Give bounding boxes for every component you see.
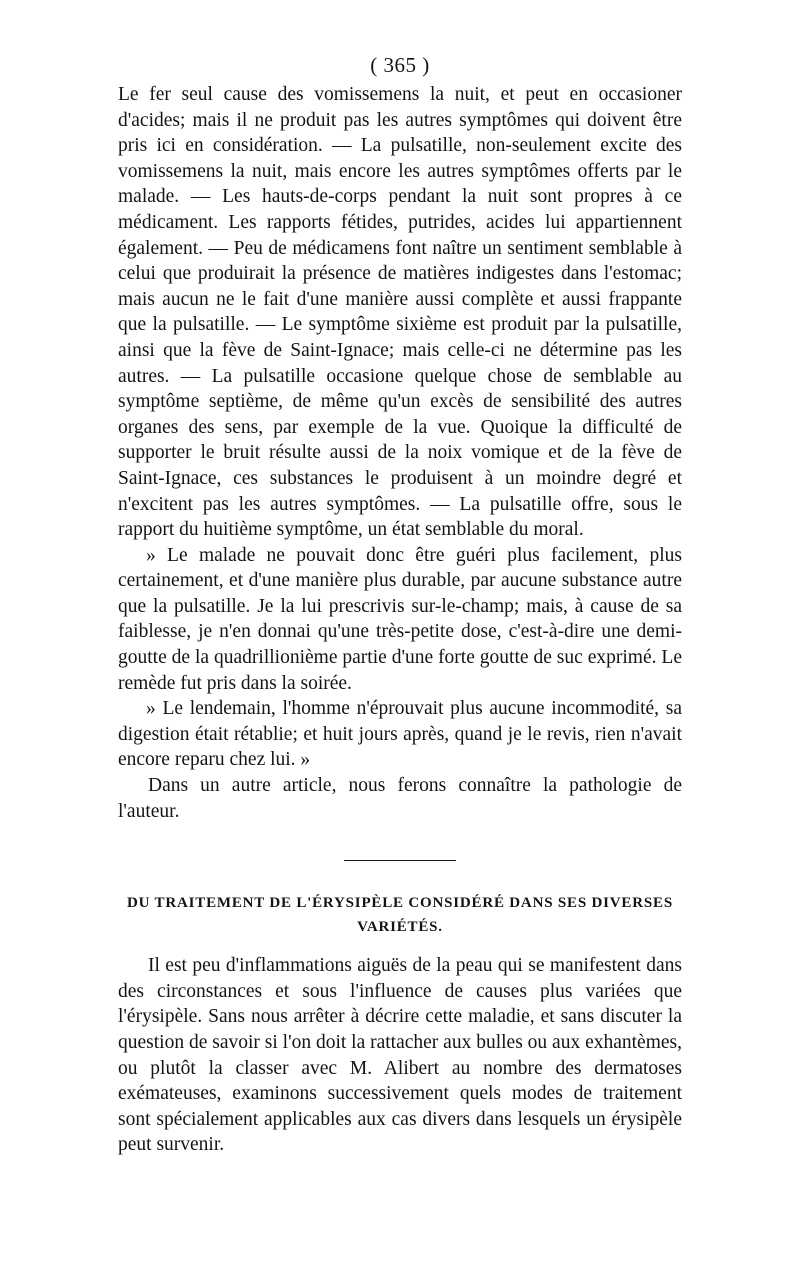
page-number: ( 365 ) [370, 53, 430, 77]
document-page [118, 52, 682, 1158]
paragraph-outcome: » Le lendemain, l'homme n'éprouvait plus aucune incommodité, sa digestion était rétablie; et huit jours après, quand je le revis, rien n'avait encore reparu chez lui. » [118, 698, 682, 771]
section-paragraph: Il est peu d'inflammations aiguës de la peau qui se manifestent dans des circonstances et sous l'influence de causes plus variées que l'érysipèle. Sans nous arrêter à décrire cette maladie, et sans discuter la question de savoir si l'on doit la rattacher aux bulles ou aux exhantèmes, ou plutôt la classer avec M. Alibert au nombre des dermatoses exémateuses, examinons successivement quels modes de traitement sont spécialement applicables aux cas divers dans lesquels un érysipèle peut survenir. [118, 955, 682, 1156]
section-title [118, 891, 682, 939]
section-title-line-2: VARIÉTÉS. [357, 919, 443, 936]
section-title-line-1: DU TRAITEMENT DE L'ÉRYSIPÈLE CONSIDÉRÉ DANS SES DIVERSES [127, 895, 673, 912]
section-divider [344, 860, 456, 861]
paragraph-symptoms: Le fer seul cause des vomissemens la nuit, et peut en occasioner d'acides; mais il ne produit pas les autres symptômes qui doivent être pris ici en considération. — La pulsatille, non-seulement excite des vomissemens la nuit, mais encore les autres symptômes offerts par le malade. — Les hauts-de-corps pendant la nuit sont propres à ce médicament. Les rapports fétides, putrides, acides lui appartiennent également. — Peu de médicamens font naître un sentiment semblable à celui que produirait la présence de matières indigestes dans l'estomac; mais aucun ne le fait d'une manière aussi complète et aussi frappante que la pulsatille. — Le symptôme sixième est produit par la pulsatille, ainsi que la fève de Saint-Ignace; mais celle-ci ne détermine pas les autres. — La pulsatille occasione quelque chose de semblable au symptôme septième, de même qu'un excès de sensibilité des autres organes des sens, par exemple de la vue. Quoique la difficulté de supporter le bruit résulte aussi de la noix vomique et de la fève de Saint-Ignace, ces substances le produisent à un moindre degré et n'excitent pas les autres symptômes. — La pulsatille offre, sous le rapport du huitième symptôme, un état semblable du moral. [118, 84, 682, 541]
paragraph-treatment: » Le malade ne pouvait donc être guéri plus facilement, plus certainement, et d'une manière plus durable, par aucune substance autre que la pulsatille. Je la lui prescrivis sur-le-champ; mais, à cause de sa faiblesse, je n'en donnai qu'une très-petite dose, c'est-à-dire une demi-goutte de la quadrillionième partie d'une forte goutte de suc exprimé. Le remède fut pris dans la soirée. [118, 544, 682, 694]
paragraph-closing: Dans un autre article, nous ferons connaître la pathologie de l'auteur. [118, 775, 682, 822]
